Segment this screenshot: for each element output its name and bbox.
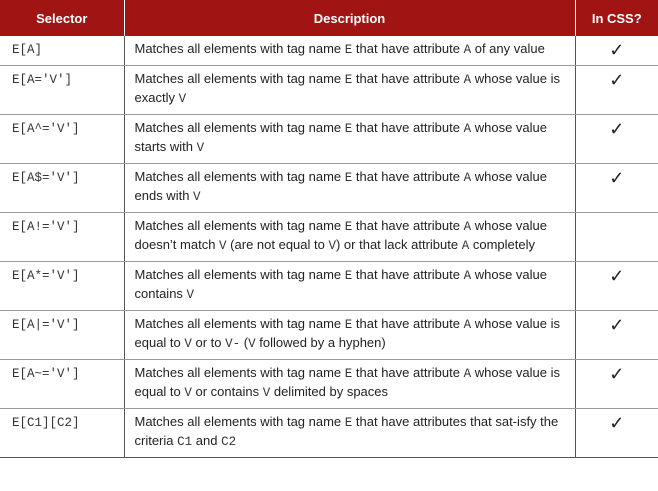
description-text: whose value contains: [134, 267, 547, 301]
selector-cell: E[A|='V']: [0, 311, 124, 360]
description-text: that have attributes that sat-isfy the criteria: [134, 414, 559, 448]
checkmark-icon: ✓: [609, 70, 625, 90]
in-css-cell: [575, 360, 658, 409]
description-text: whose value starts with: [134, 120, 547, 154]
table-row: [0, 115, 658, 164]
header-description: Description: [124, 0, 575, 36]
code-token: E: [344, 43, 353, 57]
checkmark-icon: ✓: [609, 266, 625, 286]
code-token: V: [193, 190, 201, 204]
selector-cell: E[A~='V']: [0, 360, 124, 409]
table-row: [0, 164, 658, 213]
code-token: A: [463, 43, 472, 57]
table-row: [0, 66, 658, 115]
code-token: E: [344, 416, 353, 430]
in-css-cell: [575, 409, 658, 458]
checkmark-icon: ✓: [609, 315, 625, 335]
description-text: or to: [191, 335, 226, 350]
selector-cell: E[C1][C2]: [0, 409, 124, 458]
in-css-cell: [575, 311, 658, 360]
code-token: C1: [177, 435, 193, 449]
description-text: Matches all elements with tag name: [134, 267, 345, 282]
description-text: (: [240, 335, 249, 350]
code-token: E: [344, 367, 353, 381]
description-text: Matches all elements with tag name: [134, 169, 345, 184]
description-text: whose value ends with: [134, 169, 547, 203]
table-row: [0, 360, 658, 409]
header-in-css: In CSS?: [575, 0, 658, 36]
description-text: Matches all elements with tag name: [134, 316, 345, 331]
description-cell: [124, 66, 575, 115]
code-token: C2: [221, 435, 237, 449]
description-text: that have attribute: [352, 218, 464, 233]
checkmark-icon: ✓: [609, 364, 625, 384]
in-css-cell: [575, 164, 658, 213]
code-token: A: [463, 122, 472, 136]
description-text: that have attribute: [352, 169, 464, 184]
description-cell: [124, 262, 575, 311]
description-text: Matches all elements with tag name: [134, 120, 345, 135]
code-token: A: [463, 367, 472, 381]
description-cell: [124, 164, 575, 213]
code-token: E: [344, 269, 353, 283]
code-token: A: [463, 220, 472, 234]
selector-cell: E[A*='V']: [0, 262, 124, 311]
description-text: and: [192, 433, 222, 448]
in-css-cell: [575, 213, 658, 262]
description-text: of any value: [471, 41, 545, 56]
code-token: A: [463, 318, 472, 332]
code-token: V: [248, 337, 256, 351]
description-text: whose value is exactly: [134, 71, 560, 105]
in-css-cell: [575, 262, 658, 311]
selector-cell: E[A='V']: [0, 66, 124, 115]
code-token: E: [344, 220, 353, 234]
code-token: A: [463, 73, 472, 87]
in-css-cell: [575, 115, 658, 164]
description-cell: [124, 213, 575, 262]
description-cell: [124, 36, 575, 66]
checkmark-icon: ✓: [609, 413, 625, 433]
description-text: Matches all elements with tag name: [134, 218, 345, 233]
code-token: A: [461, 239, 470, 253]
description-cell: [124, 360, 575, 409]
description-text: that have attribute: [352, 71, 464, 86]
code-token: V-: [225, 337, 241, 351]
selector-cell: E[A^='V']: [0, 115, 124, 164]
description-text: or contains: [191, 384, 263, 399]
description-text: that have attribute: [352, 267, 464, 282]
in-css-cell: [575, 36, 658, 66]
description-text: Matches all elements with tag name: [134, 365, 345, 380]
description-text: that have attribute: [352, 316, 464, 331]
description-text: that have attribute: [352, 365, 464, 380]
description-text: completely: [469, 237, 535, 252]
code-token: A: [463, 171, 472, 185]
checkmark-icon: ✓: [609, 40, 625, 60]
code-token: V: [328, 239, 336, 253]
table-row: [0, 262, 658, 311]
table-row: [0, 36, 658, 66]
description-cell: [124, 409, 575, 458]
code-token: V: [196, 141, 205, 155]
description-text: that have attribute: [352, 41, 464, 56]
header-row: [0, 0, 658, 36]
header-selector: Selector: [0, 0, 124, 36]
code-token: V: [178, 92, 187, 106]
description-text: followed by a hyphen): [255, 335, 386, 350]
code-token: V: [184, 386, 192, 400]
table-row: [0, 409, 658, 458]
selector-cell: E[A!='V']: [0, 213, 124, 262]
description-text: ) or that lack attribute: [335, 237, 462, 252]
description-text: whose value doesn’t match: [134, 218, 547, 252]
description-text: Matches all elements with tag name: [134, 41, 345, 56]
code-token: E: [344, 122, 353, 136]
code-token: V: [219, 239, 227, 253]
description-cell: [124, 115, 575, 164]
description-text: Matches all elements with tag name: [134, 71, 345, 86]
description-text: (are not equal to: [226, 237, 329, 252]
code-token: E: [344, 318, 353, 332]
selector-cell: E[A$='V']: [0, 164, 124, 213]
description-text: whose value is equal to: [134, 365, 560, 399]
code-token: E: [344, 171, 353, 185]
description-text: Matches all elements with tag name: [134, 414, 345, 429]
table-row: [0, 213, 658, 262]
checkmark-icon: ✓: [609, 168, 625, 188]
code-token: E: [344, 73, 353, 87]
checkmark-icon: ✓: [609, 119, 625, 139]
code-token: V: [184, 337, 192, 351]
description-text: whose value is equal to: [134, 316, 560, 350]
selector-cell: E[A]: [0, 36, 124, 66]
description-cell: [124, 311, 575, 360]
code-token: V: [186, 288, 195, 302]
code-token: A: [463, 269, 472, 283]
code-token: V: [262, 386, 271, 400]
table-row: [0, 311, 658, 360]
description-text: delimited by spaces: [270, 384, 389, 399]
in-css-cell: [575, 66, 658, 115]
description-text: that have attribute: [352, 120, 464, 135]
